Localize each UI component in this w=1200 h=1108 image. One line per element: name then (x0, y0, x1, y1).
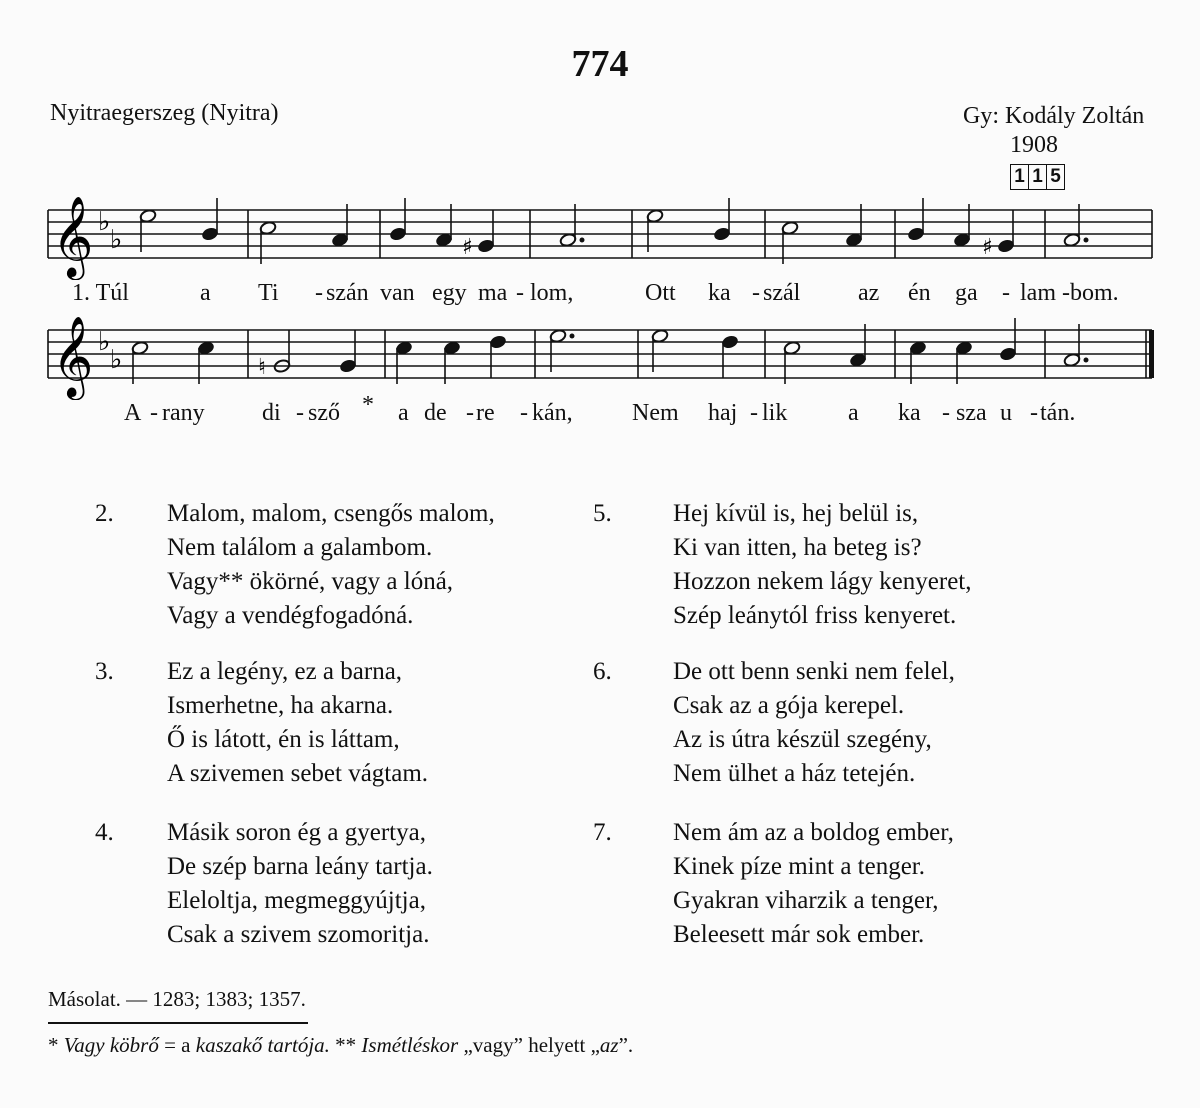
lyric-syllable: re (476, 400, 495, 426)
verse-line: Malom, malom, csengős malom, (167, 500, 495, 527)
notes-line-1 (139, 198, 1088, 264)
verse-line: Csak az a gója kerepel. (673, 692, 905, 719)
treble-clef-icon: 𝄞 (52, 315, 94, 397)
lyric-syllable: egy (432, 280, 467, 306)
lyric-syllable: ga (955, 280, 978, 306)
lyric-syllable: a (200, 280, 211, 306)
sharp-icon: ♯ (982, 235, 993, 260)
lyric-syllable: szán (326, 280, 369, 306)
verse-line: Szép leánytól friss kenyeret. (673, 602, 957, 629)
lyric-syllable: - (752, 280, 760, 306)
lyric-syllable: szál (763, 280, 801, 306)
collector: Gy: Kodály Zoltán (963, 103, 1145, 129)
note-head (955, 341, 973, 356)
structure-codes (1010, 164, 1065, 190)
note-head (139, 209, 157, 224)
lyric-syllable: Nem (632, 400, 679, 426)
note-head (953, 233, 971, 248)
lyric-syllable: de (424, 400, 447, 426)
lyric-syllable: Ott (645, 280, 676, 306)
flat-icon: ♭ (98, 207, 111, 237)
lyric-syllable: * (362, 392, 374, 418)
footnote-text: Ismétléskor (361, 1033, 459, 1057)
lyric-syllable: - (1002, 280, 1010, 306)
natural-icon: ♮ (258, 355, 266, 380)
verse-line: Ő is látott, én is láttam, (167, 726, 400, 753)
lyric-syllable: - (315, 280, 323, 306)
verse-line: De szép barna leány tartja. (167, 853, 433, 880)
lyric-syllable: - (296, 400, 304, 426)
note-head (559, 233, 577, 248)
note-head (783, 341, 801, 356)
lyric-syllable: rany (162, 400, 205, 426)
lyric-syllable: u (1000, 400, 1012, 426)
verse-line: A szivemen sebet vágtam. (167, 760, 429, 787)
note-head (845, 233, 863, 248)
verse-line: Eleloltja, megmeggyújtja, (167, 887, 426, 914)
dot (1084, 238, 1089, 243)
verse-line: Gyakran viharzik a tenger, (673, 887, 939, 914)
lyric-syllable: Ti (258, 280, 279, 306)
lyric-syllable: tán. (1040, 400, 1076, 426)
dot (1084, 358, 1089, 363)
footnote-text: = a (158, 1033, 196, 1057)
note-head (549, 329, 567, 344)
lyric-syllable: van (380, 280, 415, 306)
verse-line: Hej kívül is, hej belül is, (673, 500, 919, 527)
lyric-syllable: A (124, 400, 142, 426)
verse-line: Beleesett már sok ember. (673, 921, 925, 948)
note-head (721, 335, 739, 350)
lyric-syllable: - (1030, 400, 1038, 426)
lyric-syllable: - (520, 400, 528, 426)
code-box: 1 (1028, 164, 1046, 190)
verse-line: Nem ülhet a ház tetején. (673, 760, 916, 787)
verse-line: Ki van itten, ha beteg is? (673, 534, 922, 561)
lyric-syllable: - (516, 280, 524, 306)
verse-line: Vagy** ökörné, vagy a lóná, (167, 568, 454, 595)
footnote-text: „vagy” helyett „ (458, 1033, 600, 1057)
note-head (197, 341, 215, 356)
note-head (907, 227, 925, 242)
verse-line: Hozzon nekem lágy kenyeret, (673, 568, 972, 595)
footnote-text: Vagy köbrő (63, 1033, 159, 1057)
verse-line: Ismerhetne, ha akarna. (167, 692, 394, 719)
lyric-syllable: a (848, 400, 859, 426)
lyric-syllable: - (1062, 280, 1070, 306)
verse-line: De ott benn senki nem felel, (673, 658, 955, 685)
note-head (259, 221, 277, 236)
note-head (477, 239, 495, 254)
code-box: 5 (1046, 164, 1065, 190)
note-head (339, 359, 357, 374)
note-head (1063, 233, 1081, 248)
note-head (1063, 353, 1081, 368)
lyric-syllable: a (398, 400, 409, 426)
footnote-text: az (599, 1033, 619, 1057)
dot (570, 334, 575, 339)
verse-line: Az is útra készül szegény, (673, 726, 932, 753)
verse-number: 7. (593, 819, 612, 846)
note-head (443, 341, 461, 356)
verse-line: Nem találom a galambom. (167, 534, 433, 561)
verse-number: 5. (593, 500, 612, 527)
lyric-syllable: az (858, 280, 880, 306)
lyric-syllable: - (466, 400, 474, 426)
lyric-syllable: - (750, 400, 758, 426)
note-head (389, 227, 407, 242)
verse-number: 3. (95, 658, 114, 685)
note-head (651, 329, 669, 344)
dot (580, 238, 585, 243)
music-staff-1 (0, 190, 1200, 280)
note-head (395, 341, 413, 356)
note-head (489, 335, 507, 350)
code-box: 1 (1010, 164, 1028, 190)
note-head (435, 233, 453, 248)
sharp-icon: ♯ (462, 235, 473, 260)
verse-line: Másik soron ég a gyertya, (167, 819, 426, 846)
flat-icon: ♭ (110, 225, 123, 255)
flat-icon: ♭ (98, 327, 111, 357)
lyric-syllable: ma (478, 280, 508, 306)
music-staff-2 (0, 310, 1200, 400)
footnote-text: ** (329, 1033, 362, 1057)
verse-number: 6. (593, 658, 612, 685)
verse-line: Kinek píze mint a tenger. (673, 853, 926, 880)
lyric-syllable: én (908, 280, 931, 306)
note-head (331, 233, 349, 248)
footnote-text: kaszakő tartója. (195, 1033, 330, 1057)
lyric-syllable: 1. Túl (72, 280, 129, 306)
note-head (713, 227, 731, 242)
verse-line: Nem ám az a boldog ember, (673, 819, 954, 846)
lyric-syllable: kán, (532, 400, 573, 426)
note-head (131, 341, 149, 356)
verse-number: 4. (95, 819, 114, 846)
lyric-syllable: haj (708, 400, 738, 426)
lyric-syllable: sző (308, 400, 340, 426)
treble-clef-icon: 𝄞 (52, 195, 94, 277)
notes-line-2 (131, 318, 1088, 384)
flat-icon: ♭ (110, 345, 123, 375)
lyric-syllable: di (262, 400, 281, 426)
lyric-syllable: sza (956, 400, 987, 426)
collection-year: 1908 (1010, 132, 1058, 158)
lyric-syllable: ka (898, 400, 921, 426)
lyric-syllable: ka (708, 280, 731, 306)
song-number: 774 (571, 43, 629, 85)
footnote-divider (48, 1022, 308, 1024)
note-head (781, 221, 799, 236)
lyric-syllable: lom, (530, 280, 574, 306)
note-head (997, 239, 1015, 254)
footnote-text: ”. (618, 1033, 634, 1057)
verse-line: Vagy a vendégfogadóná. (167, 602, 414, 629)
copy-reference: Másolat. — 1283; 1383; 1357. (48, 987, 306, 1011)
note-head (646, 209, 664, 224)
note-head (999, 347, 1017, 362)
note-head (909, 341, 927, 356)
verse-line: Csak a szivem szomoritja. (167, 921, 430, 948)
note-head (849, 353, 867, 368)
origin-location: Nyitraegerszeg (Nyitra) (50, 100, 279, 126)
lyric-syllable: lik (762, 400, 788, 426)
verse-line: Ez a legény, ez a barna, (167, 658, 403, 685)
footnote (48, 1033, 633, 1058)
lyric-syllable: lam (1020, 280, 1056, 306)
lyric-syllable: - (942, 400, 950, 426)
verse-number: 2. (95, 500, 114, 527)
lyric-syllable: - (150, 400, 158, 426)
lyric-syllable: bom. (1070, 280, 1119, 306)
note-head (201, 227, 219, 242)
footnote-text: * (48, 1033, 64, 1057)
